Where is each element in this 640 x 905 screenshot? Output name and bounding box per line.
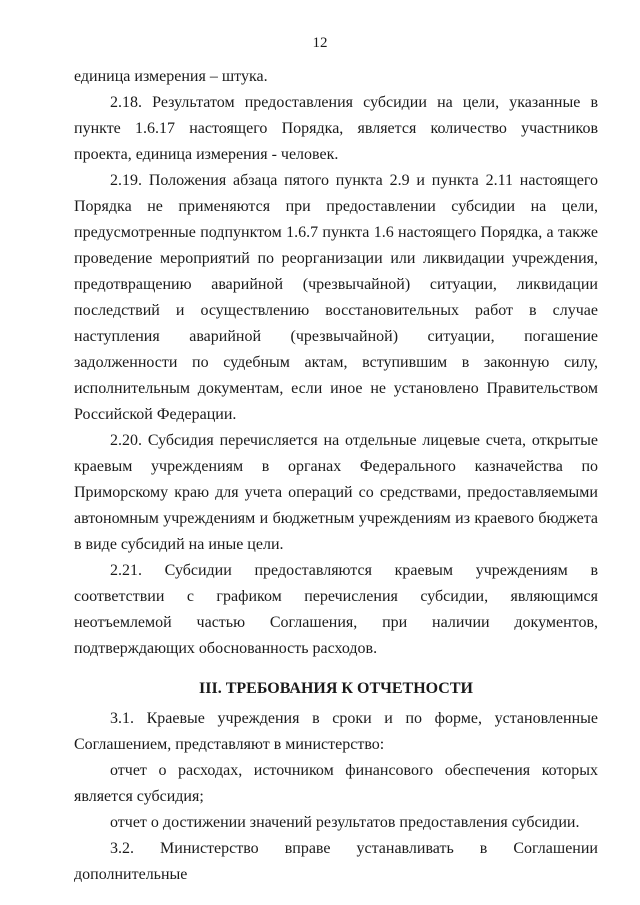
paragraph-2-21: 2.21. Субсидии предоставляются краевым учреждениям в соответствии с графиком перечисления субсидии, являющимся неотъемлемой частью Соглашения, при наличии документов, подтверждающих обоснованность расходов. (74, 562, 598, 657)
paragraph-2-20: 2.20. Субсидия перечисляется на отдельные лицевые счета, открытые краевым учреждениям в органах Федерального казначейства по Приморскому краю для учета операций со средствами, предоставляемыми автономным учреждениям и бюджетным учреждениям из краевого бюджета в виде субсидий на иные цели. (74, 432, 598, 553)
document-body (74, 64, 598, 888)
paragraph-2-18: 2.18. Результатом предоставления субсидии на цели, указанные в пункте 1.6.17 настоящего Порядка, является количество участников проекта, единица измерения - человек. (74, 94, 598, 163)
paragraph-unit-measure: единица измерения – штука. (74, 68, 268, 85)
section-3-heading: III. ТРЕБОВАНИЯ К ОТЧЕТНОСТИ (199, 680, 473, 697)
paragraph-3-1-report-expenses: отчет о расходах, источником финансового обеспечения которых является субсидия; (74, 762, 598, 805)
paragraph-2-19: 2.19. Положения абзаца пятого пункта 2.9 и пункта 2.11 настоящего Порядка не применяются при предоставлении субсидии на цели, предусмотренные подпунктом 1.6.7 пункта 1.6 настоящего Порядка, а также проведение мероприятий по реорганизации или ликвидации учреждения, предотвращению аварийной (чрезвычайной) ситуации, ликвидации последствий и осуществлению восстановительных работ в случае наступления аварийной (чрезвычайной) ситуации, погашение задолженности по судебным актам, вступившим в законную силу, исполнительным документам, если иное не установлено Правительством Российской Федерации. (74, 172, 598, 423)
page-number: 12 (312, 35, 328, 51)
paragraph-3-1-report-results: отчет о достижении значений результатов предоставления субсидии. (110, 814, 580, 831)
paragraph-3-2: 3.2. Министерство вправе устанавливать в Соглашении дополнительные (74, 840, 598, 883)
paragraph-3-1: 3.1. Краевые учреждения в сроки и по форме, установленные Соглашением, представляют в министерство: (74, 710, 598, 753)
